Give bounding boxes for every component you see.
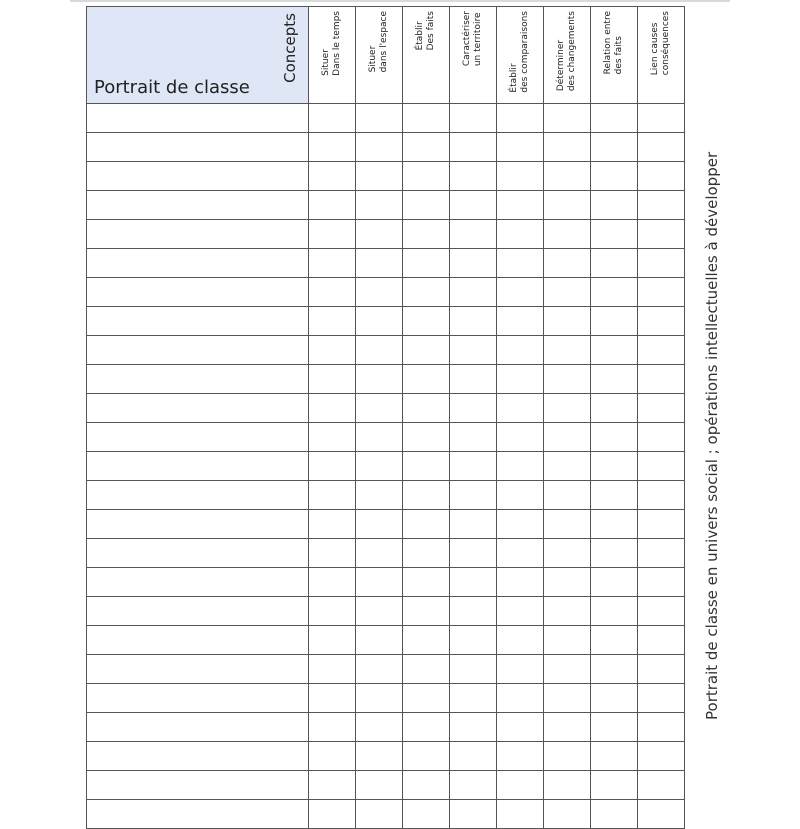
concept-cell[interactable] xyxy=(544,771,591,800)
concept-cell[interactable] xyxy=(403,394,450,423)
concept-cell[interactable] xyxy=(638,510,685,539)
concept-cell[interactable] xyxy=(356,626,403,655)
column-header xyxy=(638,7,685,104)
concept-cell[interactable] xyxy=(356,568,403,597)
concept-cell[interactable] xyxy=(497,800,544,829)
concept-cell[interactable] xyxy=(450,568,497,597)
concept-cell[interactable] xyxy=(403,713,450,742)
student-name-cell[interactable] xyxy=(87,336,309,365)
concept-cell[interactable] xyxy=(403,307,450,336)
concept-cell[interactable] xyxy=(591,684,638,713)
column-label-line1: Déterminer xyxy=(556,39,566,92)
concept-cell[interactable] xyxy=(309,307,356,336)
concept-cell[interactable] xyxy=(544,452,591,481)
concept-cell[interactable] xyxy=(309,597,356,626)
column-label-line2: des changements xyxy=(567,11,577,92)
concept-cell[interactable] xyxy=(497,597,544,626)
concept-cell[interactable] xyxy=(638,742,685,771)
concept-cell[interactable] xyxy=(309,133,356,162)
student-name-cell[interactable] xyxy=(87,597,309,626)
concept-cell[interactable] xyxy=(638,394,685,423)
concept-cell[interactable] xyxy=(544,539,591,568)
student-name-cell[interactable] xyxy=(87,771,309,800)
concept-cell[interactable] xyxy=(638,626,685,655)
concept-cell[interactable] xyxy=(497,771,544,800)
concept-cell[interactable] xyxy=(497,191,544,220)
table-row xyxy=(87,655,685,684)
concept-cell[interactable] xyxy=(450,597,497,626)
concept-cell[interactable] xyxy=(356,162,403,191)
concept-cell[interactable] xyxy=(591,249,638,278)
column-label-line2: Dans le temps xyxy=(332,11,342,76)
concept-cell[interactable] xyxy=(403,423,450,452)
student-name-cell[interactable] xyxy=(87,249,309,278)
concept-cell[interactable] xyxy=(591,365,638,394)
concept-cell[interactable] xyxy=(450,742,497,771)
concept-cell[interactable] xyxy=(356,655,403,684)
concept-cell[interactable] xyxy=(591,423,638,452)
table-title: Portrait de classe xyxy=(94,77,250,98)
concept-cell[interactable] xyxy=(497,162,544,191)
student-name-cell[interactable] xyxy=(87,191,309,220)
concept-cell[interactable] xyxy=(356,307,403,336)
concept-cell[interactable] xyxy=(544,162,591,191)
concept-cell[interactable] xyxy=(403,452,450,481)
concept-cell[interactable] xyxy=(450,423,497,452)
concept-cell[interactable] xyxy=(497,655,544,684)
concept-cell[interactable] xyxy=(309,568,356,597)
student-name-cell[interactable] xyxy=(87,104,309,133)
table-row xyxy=(87,336,685,365)
concept-cell[interactable] xyxy=(309,220,356,249)
concept-cell[interactable] xyxy=(638,423,685,452)
concept-cell[interactable] xyxy=(497,336,544,365)
concept-cell[interactable] xyxy=(309,510,356,539)
table-row xyxy=(87,626,685,655)
concept-cell[interactable] xyxy=(450,713,497,742)
corner-header xyxy=(87,7,309,104)
student-name-cell[interactable] xyxy=(87,307,309,336)
table-row xyxy=(87,423,685,452)
concept-cell[interactable] xyxy=(544,307,591,336)
table-row xyxy=(87,771,685,800)
student-name-cell[interactable] xyxy=(87,655,309,684)
concept-cell[interactable] xyxy=(497,365,544,394)
column-header xyxy=(497,7,544,104)
concept-cell[interactable] xyxy=(356,510,403,539)
concept-cell[interactable] xyxy=(544,597,591,626)
concept-cell[interactable] xyxy=(450,771,497,800)
concept-cell[interactable] xyxy=(638,133,685,162)
header-row xyxy=(87,7,685,104)
column-header xyxy=(309,7,356,104)
column-header xyxy=(403,7,450,104)
concept-cell[interactable] xyxy=(356,597,403,626)
concept-cell[interactable] xyxy=(403,336,450,365)
concept-cell[interactable] xyxy=(356,481,403,510)
concept-cell[interactable] xyxy=(638,249,685,278)
concept-cell[interactable] xyxy=(544,655,591,684)
concept-cell[interactable] xyxy=(356,336,403,365)
concept-cell[interactable] xyxy=(591,162,638,191)
concept-cell[interactable] xyxy=(544,365,591,394)
concept-cell[interactable] xyxy=(638,220,685,249)
concept-cell[interactable] xyxy=(544,104,591,133)
column-label-line2: dans l'espace xyxy=(379,11,389,73)
concept-cell[interactable] xyxy=(450,481,497,510)
concept-cell[interactable] xyxy=(544,713,591,742)
concept-cell[interactable] xyxy=(544,336,591,365)
concept-cell[interactable] xyxy=(544,394,591,423)
column-header xyxy=(544,7,591,104)
concept-cell[interactable] xyxy=(356,133,403,162)
concept-cell[interactable] xyxy=(450,249,497,278)
concept-cell[interactable] xyxy=(638,568,685,597)
table-row xyxy=(87,365,685,394)
concept-cell[interactable] xyxy=(450,220,497,249)
concept-cell[interactable] xyxy=(544,800,591,829)
concept-cell[interactable] xyxy=(309,336,356,365)
concept-cell[interactable] xyxy=(638,713,685,742)
concept-cell[interactable] xyxy=(356,278,403,307)
concept-cell[interactable] xyxy=(450,655,497,684)
column-label-line1: Établir xyxy=(509,63,519,93)
concept-cell[interactable] xyxy=(309,162,356,191)
column-label-line2: un territoire xyxy=(473,12,483,67)
student-name-cell[interactable] xyxy=(87,423,309,452)
concept-cell[interactable] xyxy=(450,191,497,220)
column-header xyxy=(591,7,638,104)
concept-cell[interactable] xyxy=(497,133,544,162)
concept-cell[interactable] xyxy=(450,133,497,162)
table-row xyxy=(87,800,685,829)
column-header xyxy=(356,7,403,104)
concept-cell[interactable] xyxy=(356,249,403,278)
concept-cell[interactable] xyxy=(497,452,544,481)
concept-cell[interactable] xyxy=(356,539,403,568)
student-name-cell[interactable] xyxy=(87,800,309,829)
concept-cell[interactable] xyxy=(356,423,403,452)
concept-cell[interactable] xyxy=(591,597,638,626)
concept-cell[interactable] xyxy=(638,771,685,800)
student-name-cell[interactable] xyxy=(87,481,309,510)
student-name-cell[interactable] xyxy=(87,220,309,249)
table-row xyxy=(87,104,685,133)
concept-cell[interactable] xyxy=(356,771,403,800)
concept-cell[interactable] xyxy=(450,800,497,829)
concept-cell[interactable] xyxy=(309,655,356,684)
concept-cell[interactable] xyxy=(544,626,591,655)
column-label-line2: Des faits xyxy=(426,11,436,51)
student-name-cell[interactable] xyxy=(87,568,309,597)
concept-cell[interactable] xyxy=(450,684,497,713)
concept-cell[interactable] xyxy=(638,655,685,684)
student-name-cell[interactable] xyxy=(87,539,309,568)
concept-cell[interactable] xyxy=(309,626,356,655)
concept-cell[interactable] xyxy=(403,278,450,307)
concept-cell[interactable] xyxy=(356,742,403,771)
concept-cell[interactable] xyxy=(356,104,403,133)
concept-cell[interactable] xyxy=(403,481,450,510)
student-name-cell[interactable] xyxy=(87,278,309,307)
student-name-cell[interactable] xyxy=(87,713,309,742)
concept-cell[interactable] xyxy=(544,191,591,220)
concept-cell[interactable] xyxy=(544,249,591,278)
column-header xyxy=(450,7,497,104)
concepts-label: Concepts xyxy=(281,13,299,83)
concept-cell[interactable] xyxy=(591,452,638,481)
concept-cell[interactable] xyxy=(638,800,685,829)
top-rule xyxy=(70,0,730,2)
concept-cell[interactable] xyxy=(544,423,591,452)
table-row xyxy=(87,539,685,568)
student-name-cell[interactable] xyxy=(87,452,309,481)
concept-cell[interactable] xyxy=(403,684,450,713)
column-label-line1: Lien causes xyxy=(650,22,660,76)
concept-cell[interactable] xyxy=(591,800,638,829)
table-row xyxy=(87,191,685,220)
concept-cell[interactable] xyxy=(591,307,638,336)
concept-cell[interactable] xyxy=(497,423,544,452)
student-name-cell[interactable] xyxy=(87,742,309,771)
table-row xyxy=(87,568,685,597)
column-label-line1: Relation entre xyxy=(603,11,613,75)
concept-cell[interactable] xyxy=(638,481,685,510)
concept-cell[interactable] xyxy=(591,336,638,365)
table-row xyxy=(87,684,685,713)
concept-cell[interactable] xyxy=(403,191,450,220)
concept-cell[interactable] xyxy=(591,394,638,423)
concept-cell[interactable] xyxy=(450,162,497,191)
concept-cell[interactable] xyxy=(497,278,544,307)
column-label-line1: Caractériser xyxy=(462,11,472,67)
concept-cell[interactable] xyxy=(497,394,544,423)
concept-cell[interactable] xyxy=(356,220,403,249)
concept-cell[interactable] xyxy=(309,539,356,568)
concept-cell[interactable] xyxy=(450,365,497,394)
concept-cell[interactable] xyxy=(403,742,450,771)
table-row xyxy=(87,133,685,162)
class-portrait-table xyxy=(86,6,685,829)
concept-cell[interactable] xyxy=(591,539,638,568)
concept-cell[interactable] xyxy=(638,452,685,481)
concept-cell[interactable] xyxy=(591,655,638,684)
concept-cell[interactable] xyxy=(638,365,685,394)
concept-cell[interactable] xyxy=(309,423,356,452)
concept-cell[interactable] xyxy=(497,626,544,655)
concept-cell[interactable] xyxy=(638,104,685,133)
concept-cell[interactable] xyxy=(450,539,497,568)
table-row xyxy=(87,278,685,307)
concept-cell[interactable] xyxy=(309,249,356,278)
concept-cell[interactable] xyxy=(450,510,497,539)
table-row xyxy=(87,510,685,539)
student-name-cell[interactable] xyxy=(87,133,309,162)
concept-cell[interactable] xyxy=(544,278,591,307)
table-row xyxy=(87,742,685,771)
concept-cell[interactable] xyxy=(497,104,544,133)
concept-cell[interactable] xyxy=(638,278,685,307)
concept-cell[interactable] xyxy=(544,684,591,713)
concept-cell[interactable] xyxy=(591,191,638,220)
concept-cell[interactable] xyxy=(591,568,638,597)
concept-cell[interactable] xyxy=(544,220,591,249)
concept-cell[interactable] xyxy=(544,568,591,597)
concept-cell[interactable] xyxy=(497,307,544,336)
student-name-cell[interactable] xyxy=(87,394,309,423)
concept-cell[interactable] xyxy=(403,249,450,278)
column-label-line1: Établir xyxy=(415,21,425,51)
concept-cell[interactable] xyxy=(638,162,685,191)
concept-cell[interactable] xyxy=(356,713,403,742)
concept-cell[interactable] xyxy=(403,800,450,829)
concept-cell[interactable] xyxy=(356,365,403,394)
student-name-cell[interactable] xyxy=(87,684,309,713)
concept-cell[interactable] xyxy=(497,220,544,249)
concept-cell[interactable] xyxy=(638,307,685,336)
column-label-line1: Situer xyxy=(368,45,378,73)
concept-cell[interactable] xyxy=(309,394,356,423)
concept-cell[interactable] xyxy=(309,365,356,394)
concept-cell[interactable] xyxy=(450,394,497,423)
concept-cell[interactable] xyxy=(591,220,638,249)
concept-cell[interactable] xyxy=(544,510,591,539)
table-row xyxy=(87,597,685,626)
concept-cell[interactable] xyxy=(403,626,450,655)
table-body xyxy=(87,104,685,829)
concept-cell[interactable] xyxy=(309,800,356,829)
concept-cell[interactable] xyxy=(497,684,544,713)
concept-cell[interactable] xyxy=(309,104,356,133)
concept-cell[interactable] xyxy=(309,684,356,713)
concept-cell[interactable] xyxy=(450,307,497,336)
concept-cell[interactable] xyxy=(403,568,450,597)
concept-cell[interactable] xyxy=(450,278,497,307)
concept-cell[interactable] xyxy=(356,394,403,423)
concept-cell[interactable] xyxy=(309,191,356,220)
concept-cell[interactable] xyxy=(450,626,497,655)
side-caption: Portrait de classe en univers social ; opérations intellectuelles à développer xyxy=(703,151,721,720)
concept-cell[interactable] xyxy=(403,162,450,191)
concept-cell[interactable] xyxy=(497,742,544,771)
concept-cell[interactable] xyxy=(403,539,450,568)
concept-cell[interactable] xyxy=(591,278,638,307)
concept-cell[interactable] xyxy=(497,481,544,510)
column-label-line2: des comparaisons xyxy=(520,11,530,93)
concept-cell[interactable] xyxy=(591,481,638,510)
column-label-line2: conséquences xyxy=(661,11,671,76)
table-row xyxy=(87,481,685,510)
concept-cell[interactable] xyxy=(403,365,450,394)
concept-cell[interactable] xyxy=(497,249,544,278)
concept-cell[interactable] xyxy=(638,336,685,365)
student-name-cell[interactable] xyxy=(87,365,309,394)
concept-cell[interactable] xyxy=(638,597,685,626)
concept-cell[interactable] xyxy=(591,771,638,800)
concept-cell[interactable] xyxy=(356,452,403,481)
concept-cell[interactable] xyxy=(591,133,638,162)
concept-cell[interactable] xyxy=(591,626,638,655)
concept-cell[interactable] xyxy=(544,133,591,162)
concept-cell[interactable] xyxy=(591,104,638,133)
concept-cell[interactable] xyxy=(450,104,497,133)
table-row xyxy=(87,249,685,278)
concept-cell[interactable] xyxy=(356,684,403,713)
concept-cell[interactable] xyxy=(591,510,638,539)
concept-cell[interactable] xyxy=(497,539,544,568)
concept-cell[interactable] xyxy=(403,771,450,800)
concept-cell[interactable] xyxy=(544,481,591,510)
concept-cell[interactable] xyxy=(309,452,356,481)
student-name-cell[interactable] xyxy=(87,626,309,655)
concept-cell[interactable] xyxy=(638,684,685,713)
concept-cell[interactable] xyxy=(403,133,450,162)
concept-cell[interactable] xyxy=(309,278,356,307)
concept-cell[interactable] xyxy=(356,191,403,220)
table-row xyxy=(87,220,685,249)
student-name-cell[interactable] xyxy=(87,162,309,191)
concept-cell[interactable] xyxy=(403,220,450,249)
table-row xyxy=(87,394,685,423)
concept-cell[interactable] xyxy=(497,510,544,539)
concept-cell[interactable] xyxy=(403,104,450,133)
concept-cell[interactable] xyxy=(638,539,685,568)
concept-cell[interactable] xyxy=(403,597,450,626)
concept-cell[interactable] xyxy=(309,713,356,742)
table-row xyxy=(87,452,685,481)
column-label-line1: Situer xyxy=(321,49,331,76)
concept-cell[interactable] xyxy=(497,713,544,742)
table-row xyxy=(87,307,685,336)
concept-cell[interactable] xyxy=(309,481,356,510)
concept-cell[interactable] xyxy=(403,655,450,684)
concept-cell[interactable] xyxy=(403,510,450,539)
table-row xyxy=(87,162,685,191)
concept-cell[interactable] xyxy=(309,771,356,800)
concept-cell[interactable] xyxy=(544,742,591,771)
concept-cell[interactable] xyxy=(591,713,638,742)
table-row xyxy=(87,713,685,742)
concept-cell[interactable] xyxy=(450,336,497,365)
concept-cell[interactable] xyxy=(450,452,497,481)
concept-cell[interactable] xyxy=(638,191,685,220)
concept-cell[interactable] xyxy=(309,742,356,771)
concept-cell[interactable] xyxy=(356,800,403,829)
column-label-line2: des faits xyxy=(614,36,624,75)
concept-cell[interactable] xyxy=(591,742,638,771)
concept-cell[interactable] xyxy=(497,568,544,597)
student-name-cell[interactable] xyxy=(87,510,309,539)
